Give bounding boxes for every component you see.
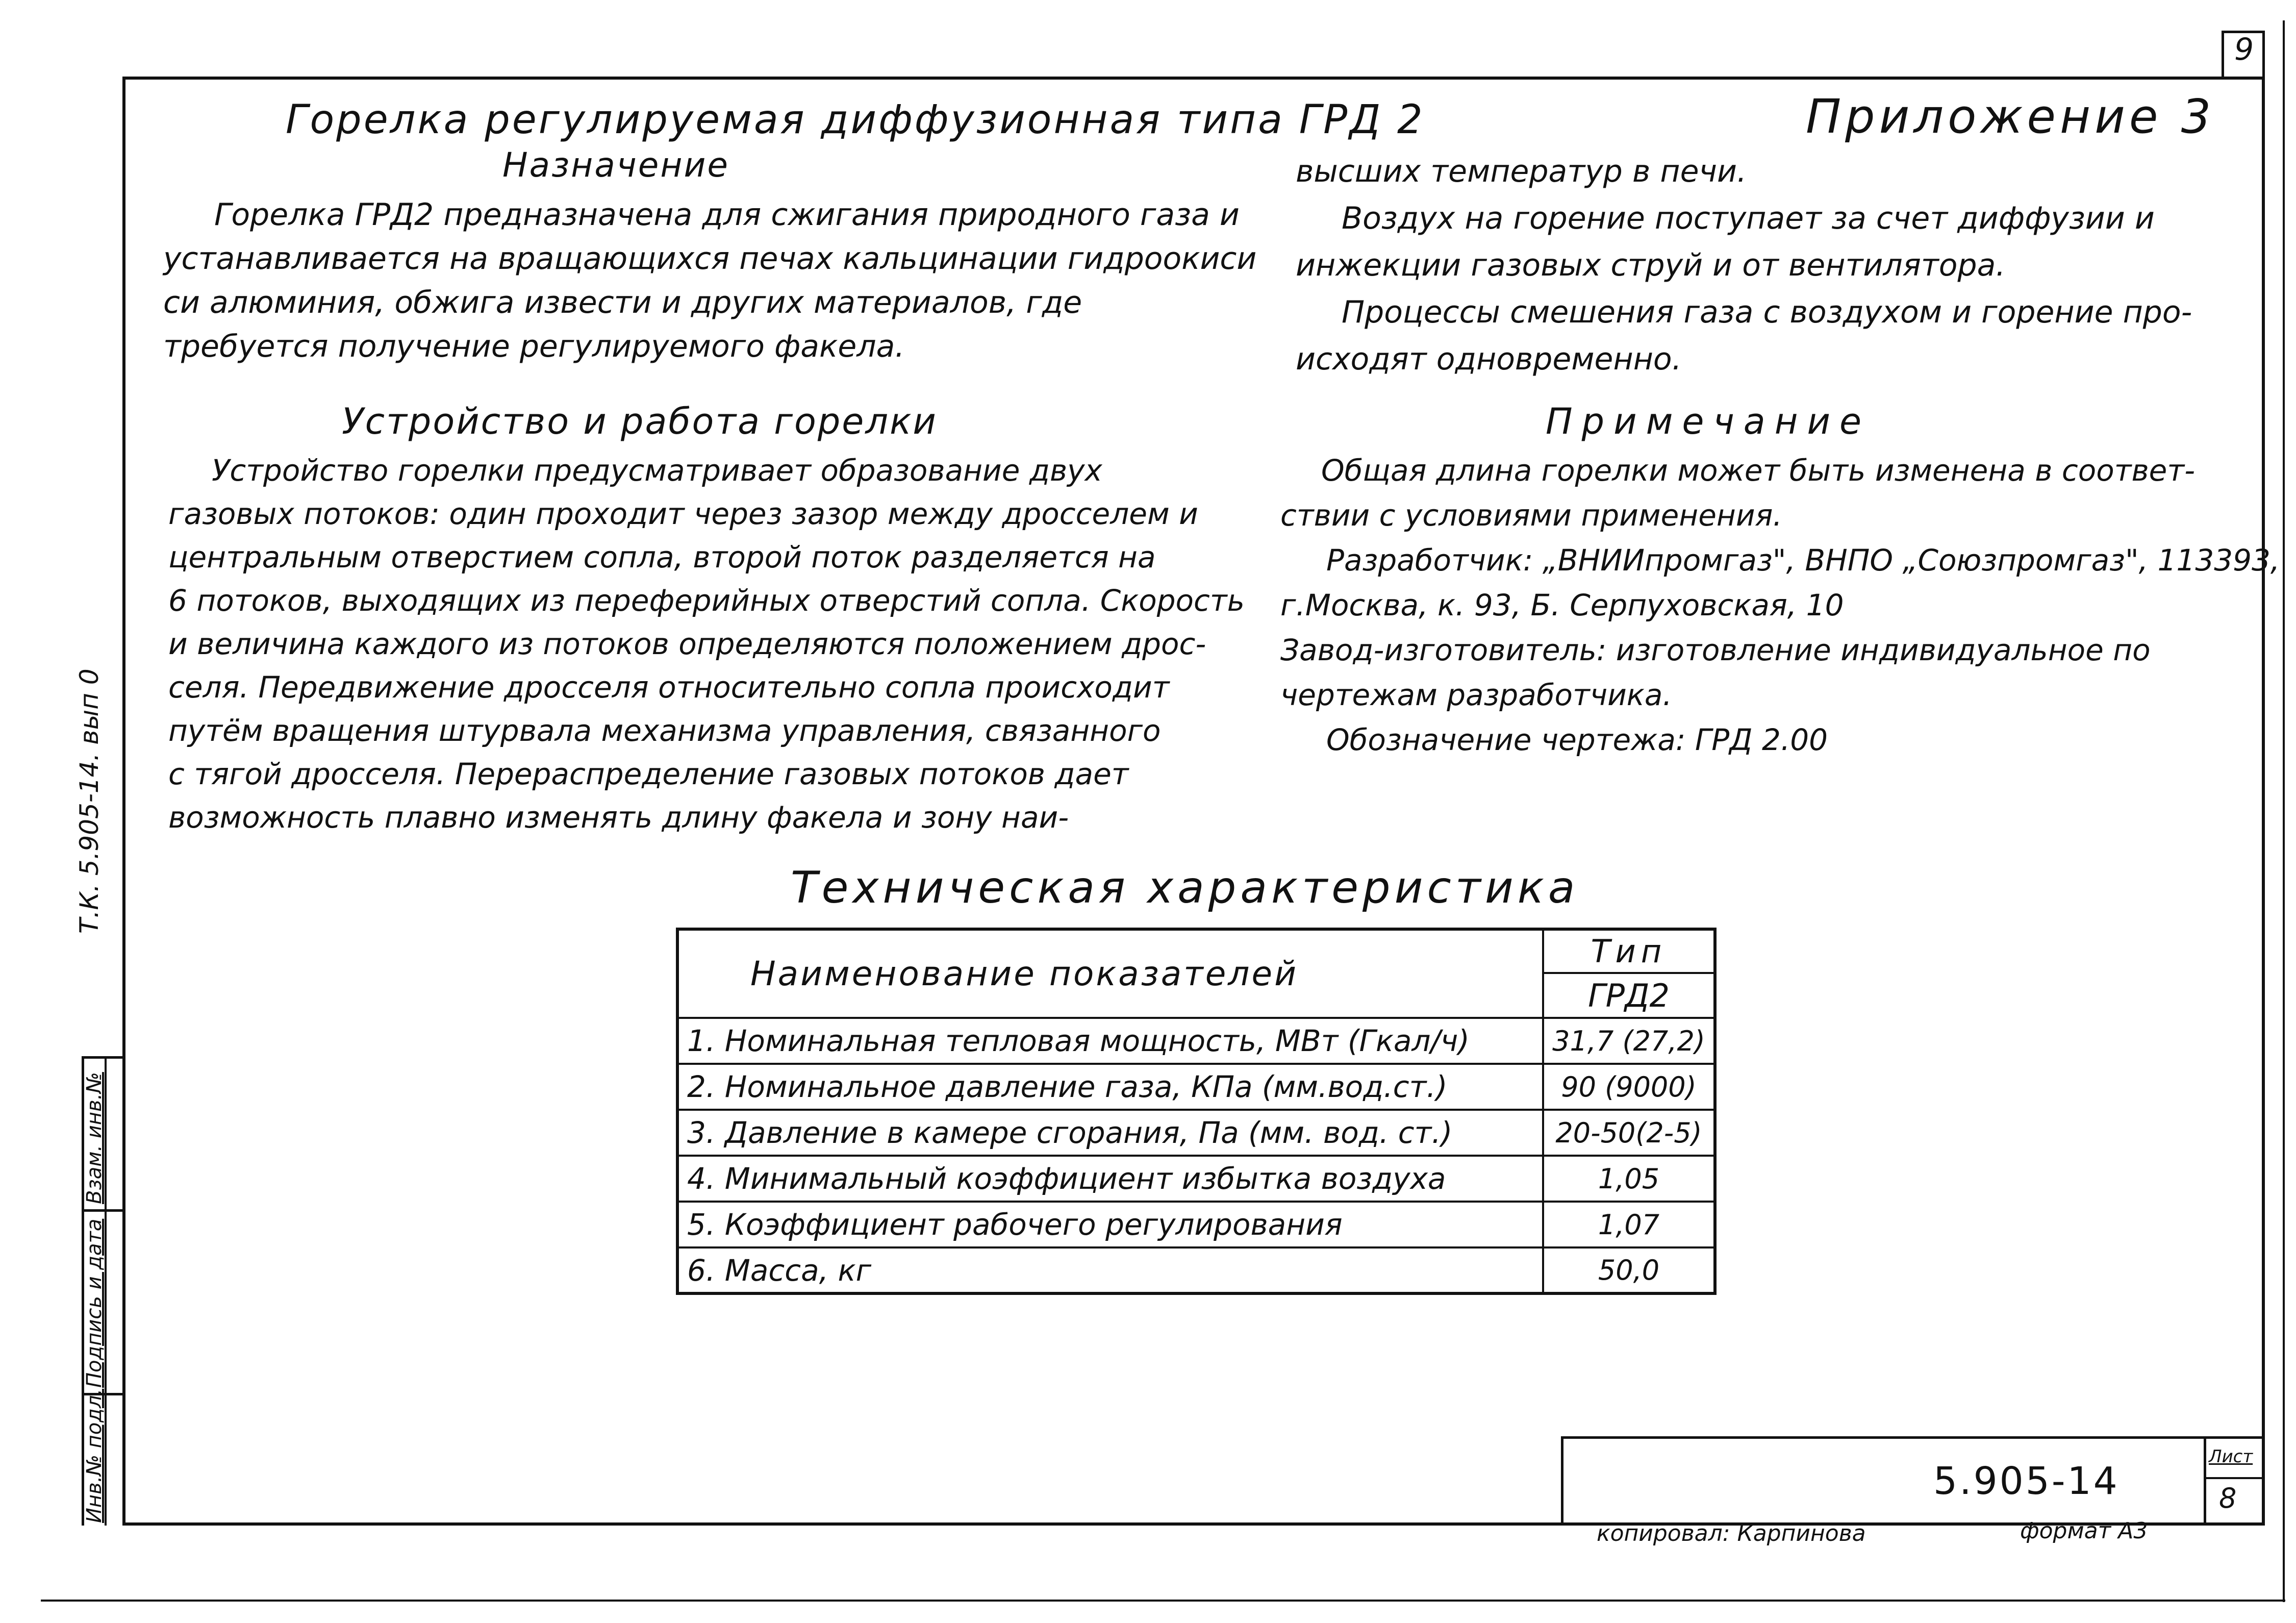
page-title: Горелка регулируемая диффузионная типа ГРД 2 bbox=[286, 97, 1425, 143]
text-line: Процессы смешения газа с воздухом и горение про- bbox=[1342, 294, 2192, 330]
bottom-margin-line bbox=[41, 1600, 2285, 1602]
text-line: Разработчик: „ВНИИпромгаз", ВНПО „Союзпромгаз", 113393, bbox=[1326, 543, 2280, 578]
table-row bbox=[677, 1247, 1715, 1293]
stamp-divider bbox=[82, 1209, 125, 1212]
sheet-label: Лист bbox=[2209, 1446, 2253, 1467]
text-line: Общая длина горелки может быть изменена в соответ- bbox=[1321, 453, 2196, 488]
appendix-label: Приложение 3 bbox=[1806, 89, 2215, 144]
table-row bbox=[677, 1202, 1715, 1247]
text-line: устанавливается на вращающихся печах кальцинации гидроокиси bbox=[163, 241, 1257, 277]
text-line: Завод-изготовитель: изготовление индивидуальное по bbox=[1280, 633, 2151, 667]
row-name: 3. Давление в камере сгорания, Па (мм. вод. ст.) bbox=[677, 1110, 1543, 1156]
side-label: Т.К. 5.905-14. вып 0 bbox=[74, 668, 104, 934]
column-header-name: Наименование показателей bbox=[677, 929, 1543, 1018]
row-value: 50,0 bbox=[1543, 1247, 1715, 1293]
spec-table bbox=[676, 928, 1717, 1295]
text-line: чертежам разработчика. bbox=[1280, 678, 1672, 712]
text-line: инжекции газовых струй и от вентилятора. bbox=[1296, 247, 2006, 283]
text-line: 6 потоков, выходящих из переферийных отверстий сопла. Скорость bbox=[168, 583, 1245, 618]
title-block-divider bbox=[2204, 1477, 2265, 1479]
copied-by: копировал: Карпинова bbox=[1597, 1520, 1866, 1546]
page-number: 9 bbox=[2234, 32, 2254, 67]
right-margin-line bbox=[2283, 20, 2285, 1602]
text-line: возможность плавно изменять длину факела и зону наи- bbox=[168, 800, 1069, 835]
column-header-type: Тип bbox=[1543, 929, 1715, 973]
sheet-number: 8 bbox=[2219, 1482, 2237, 1514]
device-text bbox=[168, 449, 1245, 839]
text-line: Устройство горелки предусматривает образование двух bbox=[212, 453, 1102, 488]
text-line: г.Москва, к. 93, Б. Серпуховская, 10 bbox=[1280, 588, 1844, 622]
text-line: си алюминия, обжига извести и других материалов, где bbox=[163, 285, 1082, 320]
row-value: 90 (9000) bbox=[1543, 1064, 1715, 1110]
row-value: 1,05 bbox=[1543, 1156, 1715, 1202]
purpose-text bbox=[163, 193, 1256, 368]
text-line: с тягой дросселя. Перераспределение газовых потоков дает bbox=[168, 757, 1129, 791]
note-heading: Примечание bbox=[1546, 401, 1871, 442]
purpose-heading: Назначение bbox=[502, 145, 730, 185]
text-line: центральным отверстием сопла, второй поток разделяется на bbox=[168, 540, 1156, 575]
row-name: 1. Номинальная тепловая мощность, МВт (Гкал/ч) bbox=[677, 1018, 1543, 1064]
text-line: ствии с условиями применения. bbox=[1280, 498, 1782, 533]
note-text bbox=[1280, 448, 2280, 762]
text-line: высших температур в печи. bbox=[1296, 154, 1747, 189]
text-line: требуется получение регулируемого факела. bbox=[163, 329, 905, 364]
text-line: путём вращения штурвала механизма управления, связанного bbox=[168, 713, 1161, 748]
table-row bbox=[677, 1064, 1715, 1110]
row-name: 5. Коэффициент рабочего регулирования bbox=[677, 1202, 1543, 1247]
row-value: 31,7 (27,2) bbox=[1543, 1018, 1715, 1064]
continued-text bbox=[1296, 148, 2192, 383]
title-block-divider bbox=[2204, 1436, 2206, 1526]
column-header-model: ГРД2 bbox=[1543, 973, 1715, 1018]
document-code: 5.905-14 bbox=[1933, 1459, 2120, 1503]
text-line: Горелка ГРД2 предназначена для сжигания природного газа и bbox=[214, 197, 1240, 233]
row-value: 1,07 bbox=[1543, 1202, 1715, 1247]
device-heading: Устройство и работа горелки bbox=[342, 401, 938, 442]
tech-heading: Техническая характеристика bbox=[791, 862, 1579, 913]
table-row bbox=[677, 1110, 1715, 1156]
text-line: исходят одновременно. bbox=[1296, 341, 1682, 377]
stamp-divider bbox=[82, 1056, 125, 1059]
stamp-label: Подпись и дата bbox=[83, 1218, 106, 1388]
title-block bbox=[1561, 1436, 2265, 1526]
stamp-label: Инв.№ подл. bbox=[83, 1388, 106, 1523]
sheet-format: формат А3 bbox=[2020, 1518, 2148, 1544]
stamp-label: Взам. инв.№ bbox=[83, 1072, 106, 1204]
table-row bbox=[677, 1018, 1715, 1064]
text-line: газовых потоков: один проходит через зазор между дросселем и bbox=[168, 496, 1198, 531]
text-line: Воздух на горение поступает за счет диффузии и bbox=[1342, 201, 2155, 236]
table-row bbox=[677, 1156, 1715, 1202]
row-name: 2. Номинальное давление газа, КПа (мм.вод.ст.) bbox=[677, 1064, 1543, 1110]
row-name: 4. Минимальный коэффициент избытка воздуха bbox=[677, 1156, 1543, 1202]
text-line: Обозначение чертежа: ГРД 2.00 bbox=[1326, 722, 1828, 757]
text-line: и величина каждого из потоков определяются положением дрос- bbox=[168, 627, 1206, 661]
row-name: 6. Масса, кг bbox=[677, 1247, 1543, 1293]
row-value: 20-50(2-5) bbox=[1543, 1110, 1715, 1156]
text-line: селя. Передвижение дросселя относительно сопла происходит bbox=[168, 670, 1170, 705]
